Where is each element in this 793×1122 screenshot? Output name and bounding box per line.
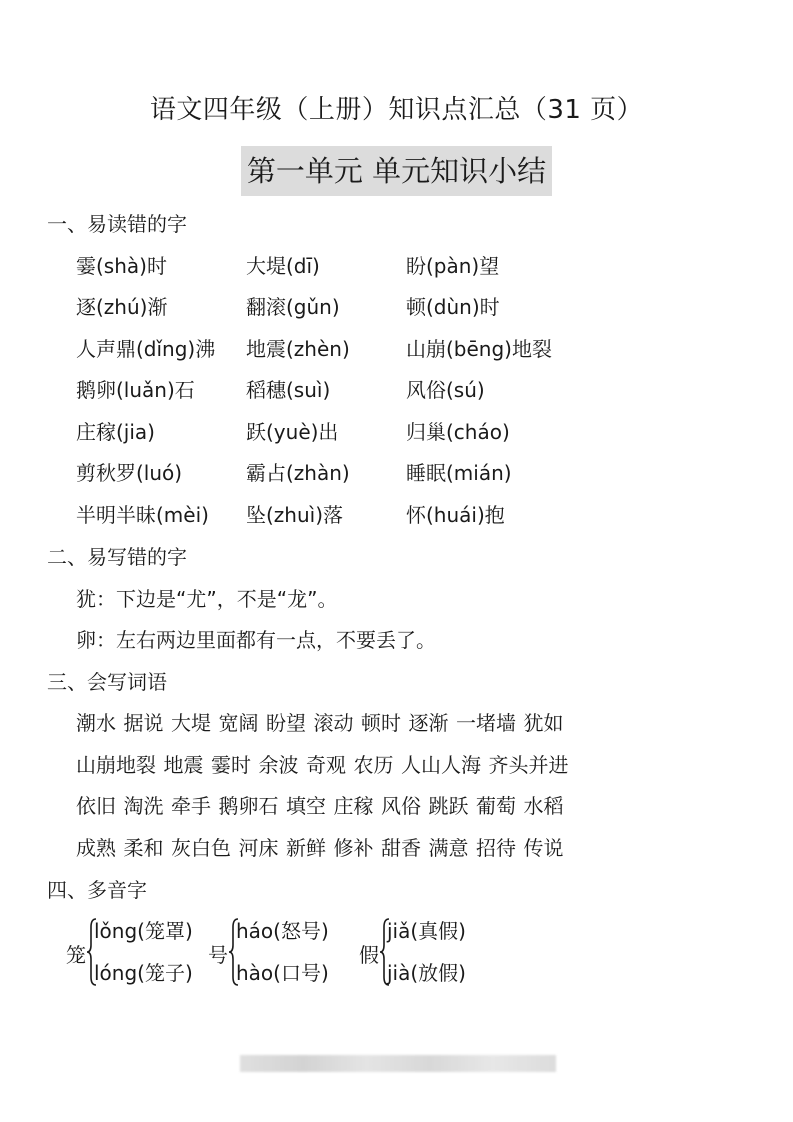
polyphone-reading: lóng(笼子) (94, 961, 193, 985)
vocabulary-word: 柔和 (123, 836, 164, 860)
section-heading-polyphones: 四、多音字 (47, 878, 147, 902)
pinyin-item: 稻穗(suì) (246, 378, 331, 402)
vocabulary-word: 犹如 (523, 711, 564, 735)
pinyin-item: 人声鼎(dǐng)沸 (76, 337, 216, 361)
pinyin-item: 逐(zhú)渐 (76, 295, 168, 319)
polyphone-char: 假 (359, 943, 379, 967)
vocabulary-word: 逐渐 (408, 711, 449, 735)
polyphone-reading: jiǎ(真假) (387, 919, 466, 943)
pinyin-item: 庄稼(jia) (76, 420, 155, 444)
writing-note: 犹：下边是“尤”，不是“龙”。 (76, 587, 338, 611)
vocabulary-word: 依旧 (76, 794, 116, 818)
section-heading-hard-to-read: 一、易读错的字 (47, 212, 187, 236)
pinyin-item: 坠(zhuì)落 (246, 503, 344, 527)
vocabulary-word: 滚动 (313, 711, 354, 735)
vocabulary-row (76, 710, 571, 736)
section-heading-vocabulary: 三、会写词语 (47, 670, 167, 694)
vocabulary-word: 盼望 (266, 711, 306, 735)
vocabulary-word: 葡萄 (476, 794, 516, 818)
pinyin-item: 半明半昧(mèi) (76, 503, 209, 527)
polyphone-reading: jià(放假) (387, 961, 466, 985)
vocabulary-word: 宽阔 (218, 711, 259, 735)
polyphone-char: 笼 (66, 943, 86, 967)
vocabulary-word: 河床 (238, 836, 279, 860)
unit-title: 第一单元 单元知识小结 (241, 146, 552, 196)
vocabulary-word: 人山人海 (401, 753, 481, 777)
pinyin-item: 睡眠(mián) (406, 461, 512, 485)
vocabulary-word: 余波 (258, 753, 299, 777)
pinyin-item: 怀(huái)抱 (406, 503, 505, 527)
vocabulary-word: 庄稼 (333, 794, 374, 818)
pinyin-item: 地震(zhèn) (246, 337, 350, 361)
pinyin-item: 顿(dùn)时 (406, 295, 500, 319)
vocabulary-row (76, 752, 576, 778)
vocabulary-word: 地震 (163, 753, 204, 777)
vocabulary-word: 奇观 (306, 753, 346, 777)
pinyin-item: 鹅卵(luǎn)石 (76, 378, 195, 402)
vocabulary-word: 山崩地裂 (76, 753, 156, 777)
polyphone-char: 号 (208, 943, 228, 967)
vocabulary-word: 跳跃 (428, 794, 469, 818)
vocabulary-word: 齐头并进 (488, 753, 569, 777)
polyphone-reading: lǒng(笼罩) (94, 919, 193, 943)
vocabulary-word: 传说 (523, 836, 564, 860)
vocabulary-word: 潮水 (76, 711, 116, 735)
pinyin-item: 霎(shà)时 (76, 254, 167, 278)
vocabulary-word: 招待 (476, 836, 516, 860)
vocabulary-word: 霎时 (211, 753, 251, 777)
vocabulary-word: 顿时 (361, 711, 401, 735)
vocabulary-word: 成熟 (76, 836, 116, 860)
vocabulary-word: 大堤 (171, 711, 211, 735)
pinyin-item: 盼(pàn)望 (406, 254, 500, 278)
vocabulary-word: 水稻 (523, 794, 564, 818)
vocabulary-word: 满意 (428, 836, 469, 860)
vocabulary-word: 灰白色 (171, 836, 231, 860)
section-heading-hard-to-write: 二、易写错的字 (47, 545, 187, 569)
vocabulary-row (76, 793, 571, 819)
vocabulary-word: 淘洗 (123, 794, 164, 818)
vocabulary-word: 甜香 (381, 836, 421, 860)
polyphone-reading: háo(怒号) (236, 919, 329, 943)
vocabulary-word: 填空 (286, 794, 326, 818)
blurred-watermark (240, 1055, 556, 1072)
pinyin-item: 霸占(zhàn) (246, 461, 350, 485)
pinyin-item: 大堤(dī) (246, 254, 320, 278)
pinyin-item: 风俗(sú) (406, 378, 485, 402)
vocabulary-row (76, 835, 571, 861)
vocabulary-word: 风俗 (381, 794, 421, 818)
polyphone-reading: hào(口号) (236, 961, 329, 985)
vocabulary-word: 据说 (123, 711, 164, 735)
vocabulary-word: 牵手 (171, 794, 211, 818)
pinyin-item: 翻滚(gǔn) (246, 295, 340, 319)
vocabulary-word: 农历 (353, 753, 394, 777)
vocabulary-word: 修补 (333, 836, 374, 860)
pinyin-item: 山崩(bēng)地裂 (406, 337, 552, 361)
pinyin-item: 剪秋罗(luó) (76, 461, 183, 485)
writing-note: 卵：左右两边里面都有一点，不要丢了。 (76, 628, 436, 652)
unit-title-wrap (0, 146, 793, 196)
vocabulary-word: 鹅卵石 (218, 794, 279, 818)
vocabulary-word: 新鲜 (286, 836, 326, 860)
document-title: 语文四年级（上册）知识点汇总（31 页） (149, 95, 644, 125)
vocabulary-word: 一堵墙 (456, 711, 516, 735)
pinyin-item: 跃(yuè)出 (246, 420, 339, 444)
pinyin-item: 归巢(cháo) (406, 420, 510, 444)
